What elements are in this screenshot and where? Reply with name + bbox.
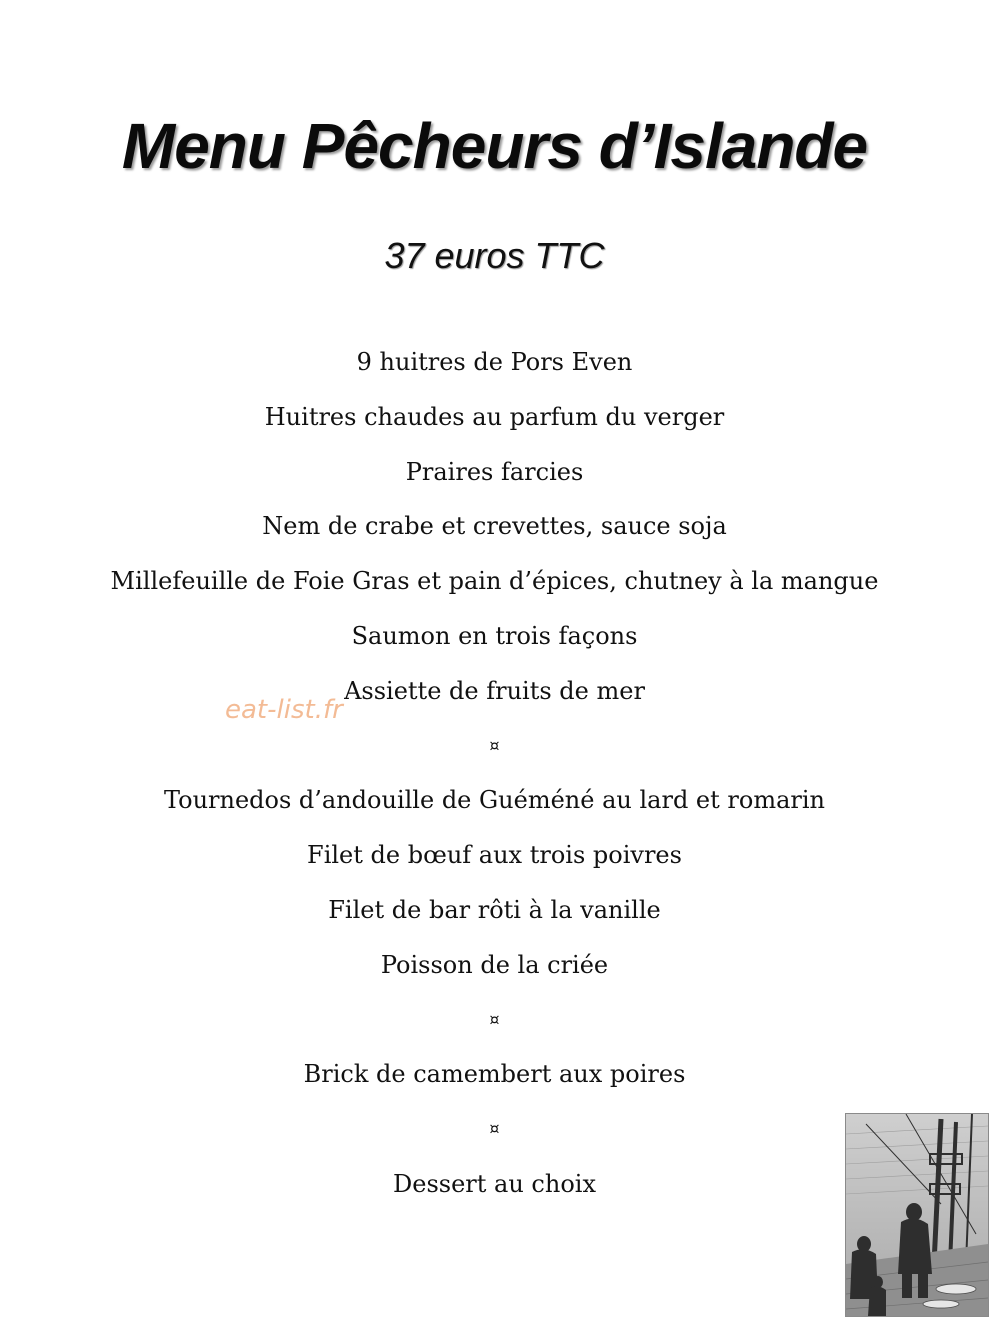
menu-item-starter-oysters: 9 huitres de Pors Even [356,348,633,376]
menu-item-starter-clams: Praires farcies [405,457,584,486]
course-separator: ¤ [489,735,500,755]
menu-title: Menu Pêcheurs d’Islande [121,109,868,182]
menu-item-starter-foie-gras: Millefeuille de Foie Gras et pain d’épices, chutney à la mangue [110,567,879,596]
menu-item-main-fish: Poisson de la criée [380,950,609,979]
course-separator: ¤ [489,1009,500,1029]
fishermen-engraving-icon [845,1113,989,1317]
menu-item-main-sea-bass: Filet de bar rôti à la vanille [328,895,661,924]
menu-item-starter-seafood-plate: Assiette de fruits de mer [344,676,645,705]
menu-item-cheese-brick: Brick de camembert aux poires [303,1060,686,1089]
menu-items-list [0,335,989,1212]
menu-item-main-tournedos: Tournedos d’andouille de Guéméné au lard et romarin [163,786,826,815]
menu-item-starter-nem: Nem de crabe et crevettes, sauce soja [262,512,727,541]
menu-item-main-beef: Filet de bœuf aux trois poivres [307,841,682,870]
menu-item-dessert: Dessert au choix [393,1169,596,1198]
watermark-logo: eat-list.fr [225,695,343,725]
course-separator: ¤ [489,1119,500,1139]
menu-item-starter-hot-oysters: Huitres chaudes au parfum du verger [264,402,725,431]
menu-price: 37 euros TTC [384,235,605,276]
menu-item-starter-salmon: Saumon en trois façons [351,621,638,650]
